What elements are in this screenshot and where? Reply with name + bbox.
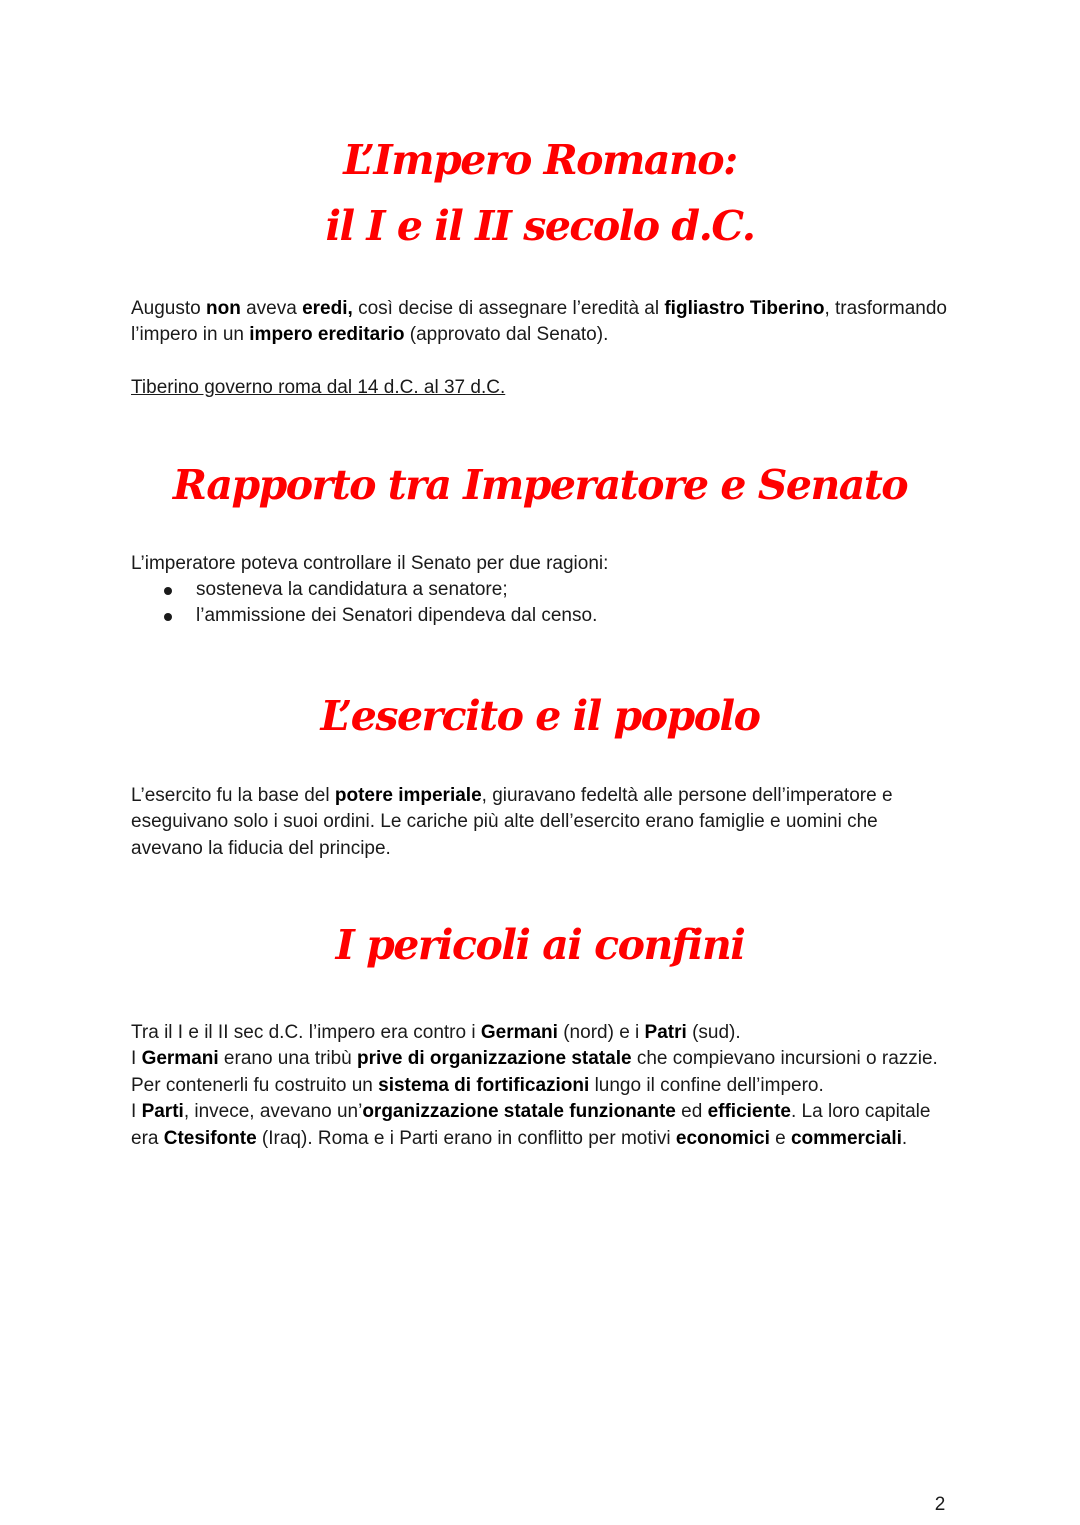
bullet-icon <box>164 613 172 621</box>
section-heading-pericoli: I pericoli ai confini <box>335 921 745 969</box>
bullet-icon <box>164 587 172 595</box>
page-number: 2 <box>934 1494 946 1515</box>
page-title <box>0 127 1080 259</box>
page-title-line-1: L’Impero Romano: <box>343 136 737 184</box>
list-item: sosteneva la candidatura a senatore; <box>131 577 931 603</box>
list-item: l’ammissione dei Senatori dipendeva dal censo. <box>131 603 931 629</box>
senato-reasons-list <box>131 577 931 630</box>
intro-paragraph: Augusto non aveva eredi, così decise di assegnare l’eredità al figliastro Tiberino, trasformando l’impero in un impero ereditario (approvato dal Senato). <box>131 298 947 346</box>
esercito-paragraph: L’esercito fu la base del potere imperiale, giuravano fedeltà alle persone dell’imperatore e eseguivano solo i suoi ordini. Le cariche più alte dell’esercito erano famiglie e uomini che avevano la fiducia del principe. <box>131 785 893 859</box>
pericoli-paragraph: Tra il I e il II sec d.C. l’impero era contro i Germani (nord) e i Patri (sud). I Germani erano una tribù prive di organizzazione statale che compievano incursioni o razzie. Per contenerli fu costruito un sistema di fortificazioni lungo il confine dell’impero. I Parti, invece, avevano un’organizzazione statale funzionante ed efficiente. La loro capitale era Ctesifonte (Iraq). Roma e i Parti erano in conflitto per motivi economici e commerciali. <box>131 1022 938 1149</box>
section-heading-esercito: L’esercito e il popolo <box>320 692 760 740</box>
senato-intro-paragraph: L’imperatore poteva controllare il Senato per due ragioni: <box>131 553 609 574</box>
tiberino-reign-note: Tiberino governo roma dal 14 d.C. al 37 d.C. <box>131 377 506 398</box>
page-title-line-2: il I e il II secolo d.C. <box>325 202 755 250</box>
section-heading-senato: Rapporto tra Imperatore e Senato <box>172 461 908 509</box>
